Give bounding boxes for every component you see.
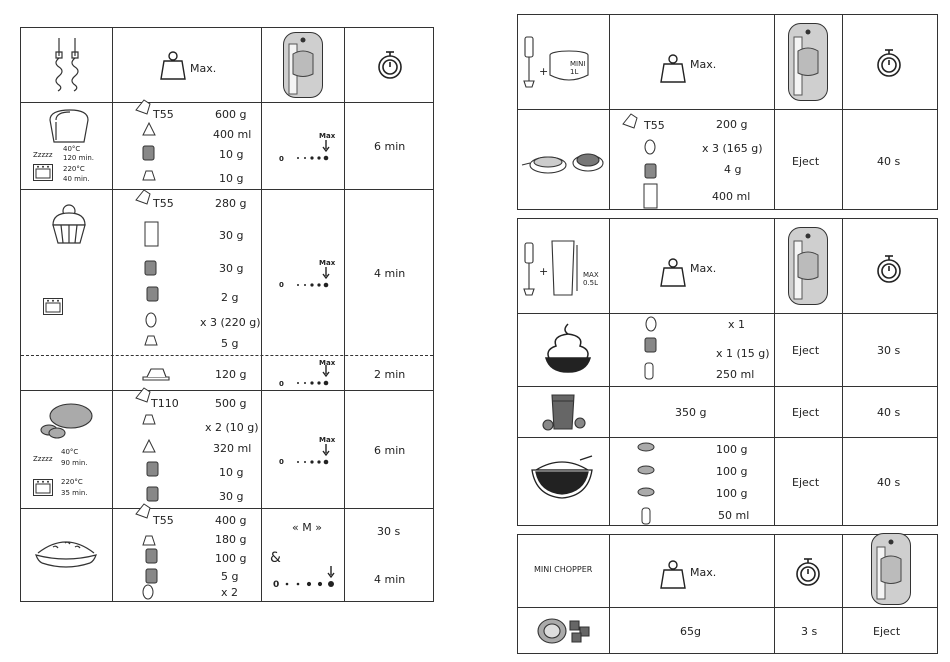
speed-m-label: « M » (292, 521, 322, 534)
speed-dial-icon (871, 533, 911, 605)
rise-temp: 40°C (63, 145, 81, 153)
pie-icon (35, 533, 97, 573)
amount: x 2 (10 g) (205, 421, 259, 434)
rise-temp: 40°C (61, 448, 79, 456)
brioche-icon (49, 203, 89, 245)
meat-icon (536, 615, 594, 647)
amount: 100 g (716, 487, 748, 500)
time: 2 min (374, 368, 406, 381)
flour-type: T55 (153, 108, 174, 121)
amount: 10 g (219, 148, 244, 161)
amount: 100 g (215, 552, 247, 565)
speed-dial-icon (283, 32, 323, 98)
speed: Eject (792, 476, 820, 489)
amount: 200 g (716, 118, 748, 131)
time: 3 s (801, 625, 818, 638)
time: 40 s (877, 155, 901, 168)
smoothie-glass-icon (542, 391, 586, 433)
flour-type: T55 (644, 119, 665, 132)
flour-type: T55 (153, 197, 174, 210)
bake-temp: 220°C (63, 165, 85, 173)
mini-chopper-label: MINI CHOPPER (534, 565, 593, 574)
weight-icon (660, 559, 686, 589)
amount: 280 g (215, 197, 247, 210)
amount: 350 g (675, 406, 707, 419)
bake-time: 35 min. (61, 489, 88, 497)
amount: x 1 (15 g) (716, 347, 770, 360)
plus-label: + (539, 65, 549, 78)
butter-icon (142, 365, 170, 381)
amount: 4 g (724, 163, 742, 176)
amount: 100 g (716, 465, 748, 478)
speed-max-label: Max (319, 359, 336, 367)
bowl-label: MINI 1L (570, 60, 586, 76)
rye-bread-icon (37, 400, 93, 440)
time: 30 s (377, 525, 401, 538)
weight-icon (160, 50, 186, 80)
amount: 400 ml (213, 128, 252, 141)
amount: 2 g (221, 291, 239, 304)
bake-temp: 220°C (61, 478, 83, 486)
timer-icon (377, 50, 403, 80)
speed-zero-label: 0 (273, 580, 280, 590)
beaker-icon (551, 239, 579, 299)
rise-time: 120 min. (63, 154, 95, 162)
amount: 30 g (219, 262, 244, 275)
amount: 5 g (221, 337, 239, 350)
max-label: Max. (690, 58, 717, 71)
speed-max-label: Max (319, 259, 336, 267)
speed-dial-icon (788, 23, 828, 101)
amount: 500 g (215, 397, 247, 410)
amount: 600 g (215, 108, 247, 121)
amount: x 3 (165 g) (702, 142, 763, 155)
speed-dial-icon (788, 227, 828, 305)
speed-zero-label: 0 (279, 281, 284, 289)
time: 4 min (374, 573, 406, 586)
max-label: Max. (190, 62, 217, 75)
zzz-label: Zzzzz (33, 151, 53, 159)
speed: Eject (792, 406, 820, 419)
speed-max-label: Max (319, 132, 336, 140)
amount: 100 g (716, 443, 748, 456)
amount: x 1 (728, 318, 746, 331)
amount: 30 g (219, 229, 244, 242)
time: 30 s (877, 344, 901, 357)
pancake-pan-icon (522, 143, 604, 179)
amount: 10 g (219, 172, 244, 185)
max-label: Max. (690, 566, 717, 579)
beaker-label: MAX 0.5L (583, 271, 599, 287)
amount: 250 ml (716, 368, 755, 381)
right-table-blending (517, 218, 938, 526)
oven-icon (33, 164, 53, 181)
amount: 400 g (215, 514, 247, 527)
time: 6 min (374, 444, 406, 457)
weight-icon (660, 257, 686, 287)
puree-bowl-icon (530, 454, 596, 500)
speed: Eject (873, 625, 901, 638)
time: 40 s (877, 406, 901, 419)
oven-icon (43, 298, 63, 315)
bake-time: 40 min. (63, 175, 90, 183)
amount: 400 ml (712, 190, 751, 203)
time: 4 min (374, 267, 406, 280)
speed: Eject (792, 344, 820, 357)
right-table-mini-chopper (517, 534, 938, 654)
hand-blender-icon (523, 37, 535, 91)
amount: x 2 (221, 586, 239, 599)
amount: x 3 (220 g) (200, 316, 261, 329)
speed-zero-label: 0 (279, 155, 284, 163)
amount: 5 g (221, 570, 239, 583)
zzz-label: Zzzzz (33, 455, 53, 463)
amount: 65g (680, 625, 701, 638)
amount: 180 g (215, 533, 247, 546)
right-table-pancake (517, 14, 938, 210)
timer-icon (795, 557, 821, 587)
amount: 10 g (219, 466, 244, 479)
timer-icon (876, 48, 902, 78)
amount: 50 ml (718, 509, 750, 522)
oven-icon (33, 479, 53, 496)
rise-time: 90 min. (61, 459, 88, 467)
dough-hooks-icon (51, 38, 83, 92)
amount: 30 g (219, 490, 244, 503)
time: 6 min (374, 140, 406, 153)
amount: 120 g (215, 368, 247, 381)
hand-blender-icon (523, 243, 535, 299)
max-label: Max. (690, 262, 717, 275)
speed-max-label: Max (319, 436, 336, 444)
plus-label: + (539, 265, 549, 278)
flour-type: T110 (151, 397, 179, 410)
flour-type: T55 (153, 514, 174, 527)
speed: Eject (792, 155, 820, 168)
time: 40 s (877, 476, 901, 489)
amount: 320 ml (213, 442, 252, 455)
speed-zero-label: 0 (279, 380, 284, 388)
and-label: & (270, 550, 281, 566)
speed-zero-label: 0 (279, 458, 284, 466)
timer-icon (876, 254, 902, 284)
left-recipe-table (20, 27, 434, 602)
weight-icon (660, 53, 686, 83)
mayonnaise-bowl-icon (544, 322, 592, 374)
bread-loaf-icon (48, 108, 90, 144)
